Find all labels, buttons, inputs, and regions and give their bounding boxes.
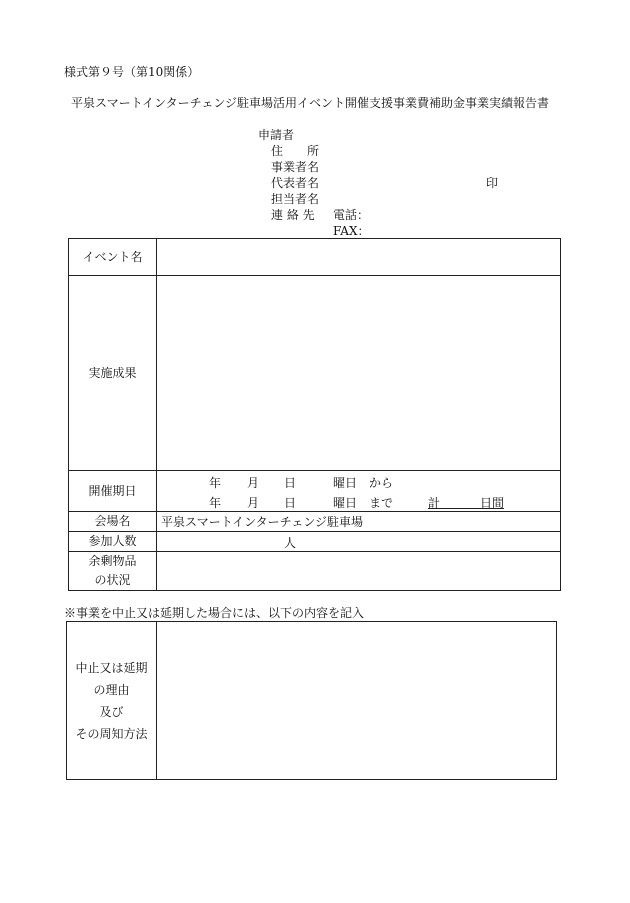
report-table — [68, 238, 561, 591]
participants-unit: 人 — [284, 536, 297, 550]
event-name-label: イベント名 — [69, 239, 157, 276]
document-title: 平泉スマートインターチェンジ駐車場活用イベント開催支援事業費補助金事業実績報告書 — [71, 96, 550, 110]
end-year: 年 — [209, 496, 222, 510]
results-row — [69, 276, 561, 471]
cancellation-table — [66, 621, 557, 780]
period-label: 開催期日 — [69, 471, 157, 512]
venue-label: 会場名 — [69, 512, 157, 532]
event-name-field[interactable] — [157, 239, 561, 276]
participants-row — [69, 532, 561, 552]
period-start-line — [157, 471, 560, 491]
seal-mark: 印 — [486, 176, 499, 190]
cancellation-label-line3: 及び — [99, 704, 124, 719]
contact-label: 連 絡 先 — [271, 208, 315, 222]
cancellation-row — [67, 622, 557, 780]
start-year: 年 — [209, 476, 222, 490]
end-month: 月 — [247, 496, 260, 510]
total-suffix: 日間 — [480, 496, 505, 510]
person-in-charge-label: 担当者名 — [271, 192, 320, 206]
period-row — [69, 471, 561, 512]
phone-label: 電話： — [333, 208, 370, 222]
cancellation-label-line1: 中止又は延期 — [75, 660, 148, 675]
start-weekday: 曜日 — [333, 476, 358, 490]
event-name-row — [69, 239, 561, 276]
applicant-label: 申請者 — [258, 128, 295, 142]
address-label: 住 所 — [271, 144, 320, 158]
cancellation-note: ※事業を中止又は延期した場合には、以下の内容を記入 — [64, 606, 365, 620]
total-prefix: 計 — [428, 496, 441, 510]
cancellation-label — [67, 622, 157, 780]
total-days — [428, 494, 504, 509]
end-weekday: 曜日 — [333, 496, 358, 510]
end-day: 日 — [284, 496, 297, 510]
cancellation-field[interactable] — [157, 622, 557, 780]
surplus-label-line2: の状況 — [94, 573, 131, 587]
results-label: 実施成果 — [69, 276, 157, 471]
period-field[interactable] — [157, 471, 561, 512]
cancellation-label-line2: の理由 — [93, 682, 130, 697]
participants-label: 参加人数 — [69, 532, 157, 552]
cancellation-label-line4: その周知方法 — [75, 726, 148, 741]
fax-label: FAX： — [333, 224, 370, 238]
participants-field[interactable] — [157, 532, 561, 552]
start-day: 日 — [284, 476, 297, 490]
results-field[interactable] — [157, 276, 561, 471]
end-suffix: まで — [369, 496, 394, 510]
business-name-label: 事業者名 — [271, 160, 320, 174]
venue-row — [69, 512, 561, 532]
period-end-line — [157, 491, 560, 511]
representative-label: 代表者名 — [271, 176, 320, 190]
surplus-field[interactable] — [157, 552, 561, 591]
start-month: 月 — [247, 476, 260, 490]
surplus-row — [69, 552, 561, 591]
venue-value: 平泉スマートインターチェンジ駐車場 — [157, 512, 561, 532]
form-number: 様式第９号（第10関係） — [64, 65, 200, 79]
surplus-label-line1: 余剰物品 — [88, 554, 137, 568]
surplus-label — [69, 552, 157, 591]
start-suffix: から — [369, 476, 394, 490]
